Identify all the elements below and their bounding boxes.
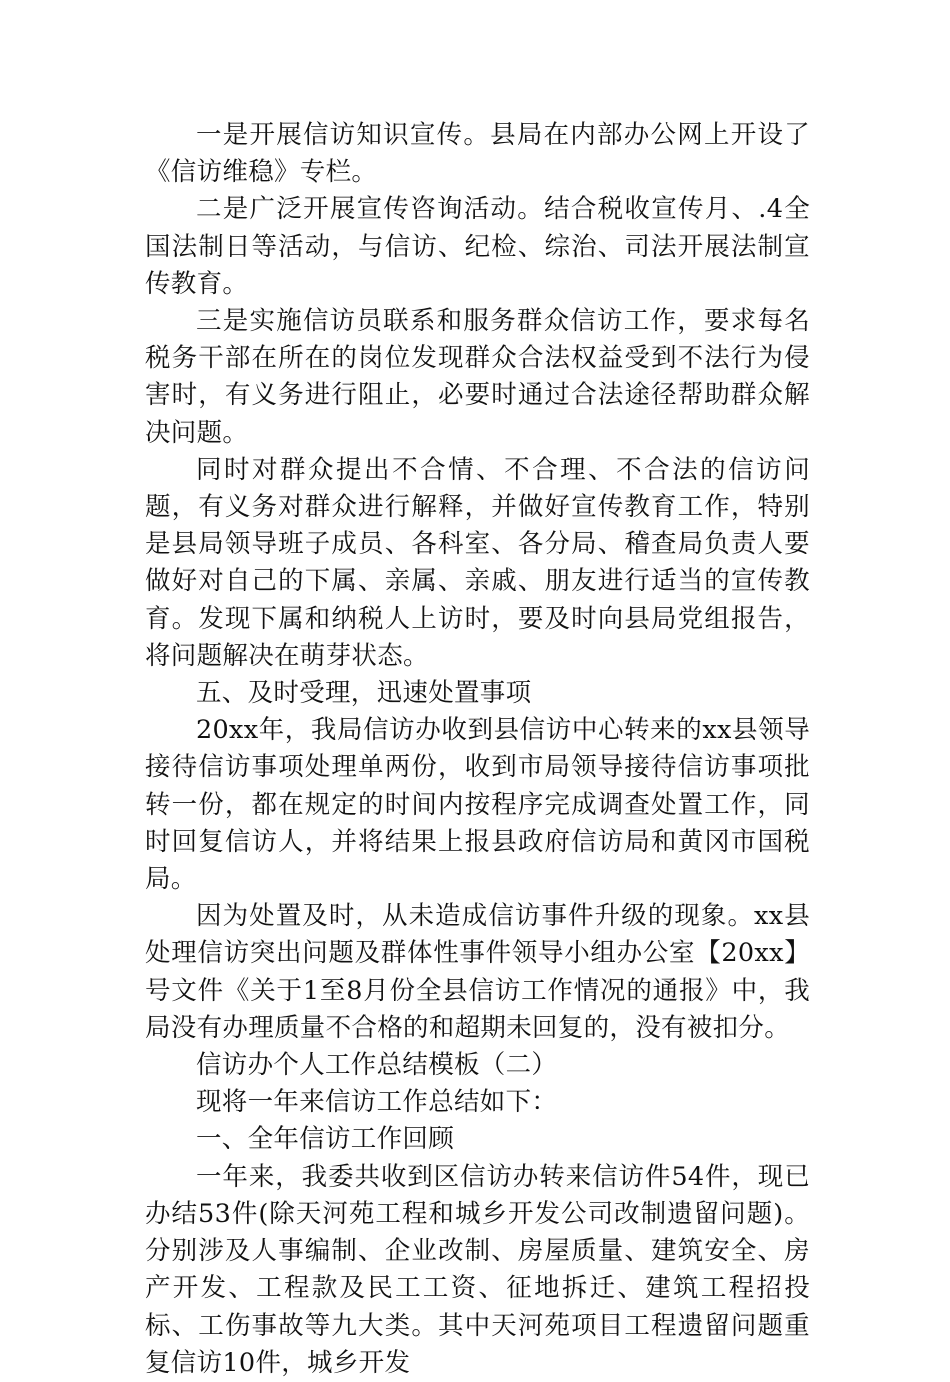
paragraph-consultation: 二是广泛开展宣传咨询活动。结合税收宣传月、.4全国法制日等活动，与信访、纪检、综治、司法开展法制宣传教育。 [145, 194, 810, 299]
document-body [145, 117, 810, 1382]
paragraph-year-review: 一年来，我委共收到区信访办转来信访件54件，现已办结53件(除天河苑工程和城乡开发公司改制遗留问题)。分别涉及人事编制、企业改制、房屋质量、建筑安全、房产开发、工程款及民工工资、征地拆迁、建筑工程招投标、工伤事故等九大类。其中天河苑项目工程遗留问题重复信访10件，城乡开发 [145, 1161, 810, 1378]
section-heading-one: 一、全年信访工作回顾 [196, 1124, 455, 1155]
section-heading-five: 五、及时受理，迅速处置事项 [196, 678, 532, 709]
paragraph-timely: 因为处置及时，从未造成信访事件升级的现象。xx县处理信访突出问题及群体性事件领导小组办公室【20xx】号文件《关于1至8月份全县信访工作情况的通报》中，我局没有办理质量不合格的和超期未回复的，没有被扣分。 [145, 901, 810, 1043]
paragraph-publicity: 一是开展信访知识宣传。县局在内部办公网上开设了《信访维稳》专栏。 [145, 120, 810, 188]
paragraph-explanation: 同时对群众提出不合情、不合理、不合法的信访问题，有义务对群众进行解释，并做好宣传教育工作，特别是县局领导班子成员、各科室、各分局、稽查局负责人要做好对自己的下属、亲属、亲戚、朋友进行适当的宣传教育。发现下属和纳税人上访时，要及时向县局党组报告，将问题解决在萌芽状态。 [145, 454, 810, 671]
template-title-two: 信访办个人工作总结模板（二） [196, 1050, 558, 1081]
paragraph-liaison: 三是实施信访员联系和服务群众信访工作，要求每名税务干部在所在的岗位发现群众合法权益受到不法行为侵害时，有义务进行阻止，必要时通过合法途径帮助群众解决问题。 [145, 306, 810, 448]
paragraph-summary-intro: 现将一年来信访工作总结如下： [196, 1087, 558, 1118]
paragraph-handling: 20xx年，我局信访办收到县信访中心转来的xx县领导接待信访事项处理单两份，收到市局领导接待信访事项批转一份，都在规定的时间内按程序完成调查处置工作，同时回复信访人，并将结果上报县政府信访局和黄冈市国税局。 [145, 715, 810, 895]
